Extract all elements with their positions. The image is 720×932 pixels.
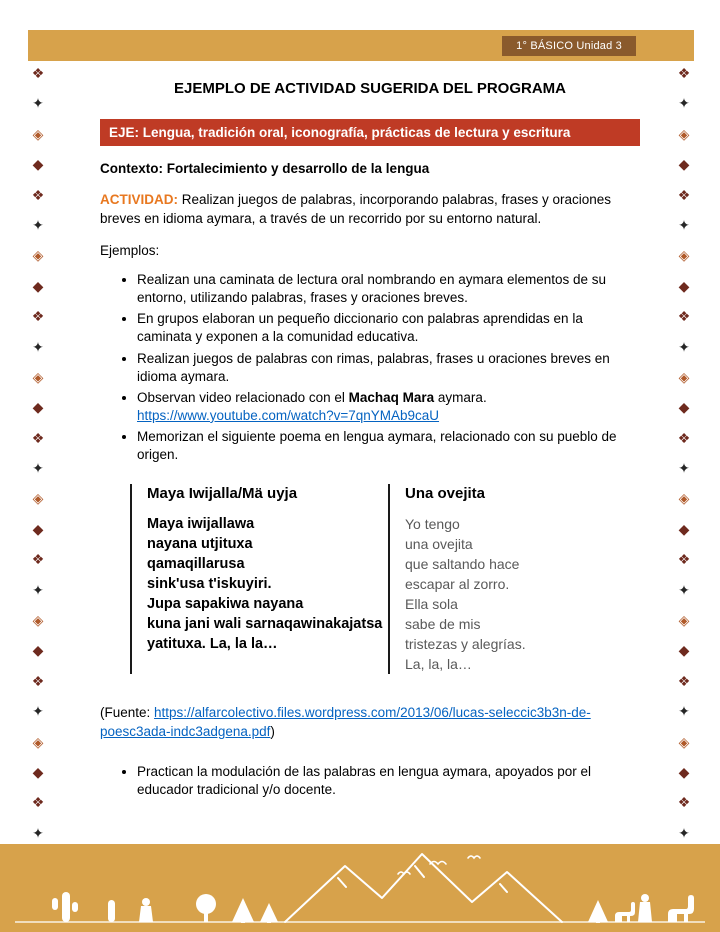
poem-line: yatituxa. La, la la… — [147, 636, 278, 653]
machaq-mara-term: Machaq Mara — [348, 389, 435, 405]
source-link[interactable]: https://alfarcolectivo.files.wordpress.com/2013/06/lucas-seleccic3b3n-de-poesc3ada-indc3adgena.pdf — [100, 705, 591, 739]
poem-line: Jupa sapakiwa nayana — [147, 596, 304, 613]
top-gold-bar — [28, 30, 694, 61]
list-item — [137, 350, 640, 386]
poem-spanish-title: Una ovejita — [405, 485, 486, 503]
list-item — [137, 271, 640, 307]
poem-line: Ella sola — [405, 596, 458, 613]
poem-line: que saltando hace — [405, 556, 520, 573]
source-line — [100, 704, 640, 741]
list-item — [137, 389, 640, 425]
list-item-text: Memorizan el siguiente poema en lengua aymara, relacionado con su pueblo de origen. — [137, 428, 617, 462]
andes-landscape-art — [0, 844, 720, 932]
list-item-text: En grupos elaboran un pequeño diccionario con palabras aprendidas en la caminata y exponen a la comunidad educativa. — [137, 311, 583, 345]
poem-line: Maya iwijallawa — [147, 516, 255, 533]
poem-aymara-column — [132, 484, 388, 674]
source-suffix: ) — [270, 723, 275, 739]
poem-aymara-title: Maya Iwijalla/Mä uyja — [147, 485, 298, 503]
poem-line: sabe de mis — [405, 616, 481, 633]
poem-line: kuna jani wali sarnaqawinakajatsa — [147, 616, 383, 633]
poem-block — [130, 484, 640, 674]
poem-line: Yo tengo — [405, 516, 460, 533]
poem-line: qamaqillarusa — [147, 556, 245, 573]
poem-line: nayana utjituxa — [147, 536, 253, 553]
unit-badge: 1° BÁSICO Unidad 3 — [502, 36, 636, 56]
left-ornament-border: ❖ ✦ ◈ ◆ ❖ ✦ ◈ ◆ ❖ ✦ ◈ ◆ ❖ ✦ ◈ ◆ ❖ ✦ ◈ ◆ ❖ ✦ ◈ ◆ ❖ ✦ — [31, 65, 45, 841]
poem-line: sink'usa t'iskuyiri. — [147, 576, 272, 593]
examples-list — [100, 271, 640, 464]
list-item — [137, 428, 640, 464]
actividad-text: Realizan juegos de palabras, incorporando palabras, frases y oraciones breves en idioma aymara, a través de un recorrido por su entorno natural. — [100, 192, 612, 226]
closing-list — [100, 763, 640, 799]
footer-illustration — [0, 844, 720, 932]
list-item-text: Observan video relacionado con el — [137, 389, 349, 405]
youtube-link[interactable]: https://www.youtube.com/watch?v=7qnYMAb9caU — [137, 407, 440, 423]
content-column — [100, 80, 640, 802]
poem-line: una ovejita — [405, 536, 473, 553]
right-ornament-border: ❖ ✦ ◈ ◆ ❖ ✦ ◈ ◆ ❖ ✦ ◈ ◆ ❖ ✦ ◈ ◆ ❖ ✦ ◈ ◆ ❖ ✦ ◈ ◆ ❖ ✦ — [677, 65, 691, 841]
poem-line: tristezas y alegrías. — [405, 636, 526, 653]
poem-line: escapar al zorro. — [405, 576, 510, 593]
page-title: EJEMPLO DE ACTIVIDAD SUGERIDA DEL PROGRAMA — [174, 80, 566, 97]
actividad-label: ACTIVIDAD: — [100, 192, 178, 207]
list-item — [137, 310, 640, 346]
list-item-text: Realizan juegos de palabras con rimas, palabras, frases u oraciones breves en idioma aymara. — [137, 350, 610, 384]
ejemplos-label: Ejemplos: — [100, 243, 160, 259]
eje-banner: EJE: Lengua, tradición oral, iconografía, prácticas de lectura y escritura — [100, 119, 640, 146]
list-item-text: Practican la modulación de las palabras en lengua aymara, apoyados por el educador tradicional y/o docente. — [137, 764, 592, 798]
list-item-text: aymara. — [434, 389, 487, 405]
list-item — [137, 763, 640, 799]
poem-spanish-column — [390, 484, 526, 674]
list-item-text: Realizan una caminata de lectura oral nombrando en aymara elementos de su entorno, utilizando palabras, frases y oraciones breves. — [137, 272, 607, 306]
poem-line: La, la, la… — [405, 656, 472, 673]
contexto-line: Contexto: Fortalecimiento y desarrollo de la lengua — [100, 161, 430, 176]
source-prefix: (Fuente: — [100, 705, 155, 721]
actividad-paragraph — [100, 191, 640, 228]
